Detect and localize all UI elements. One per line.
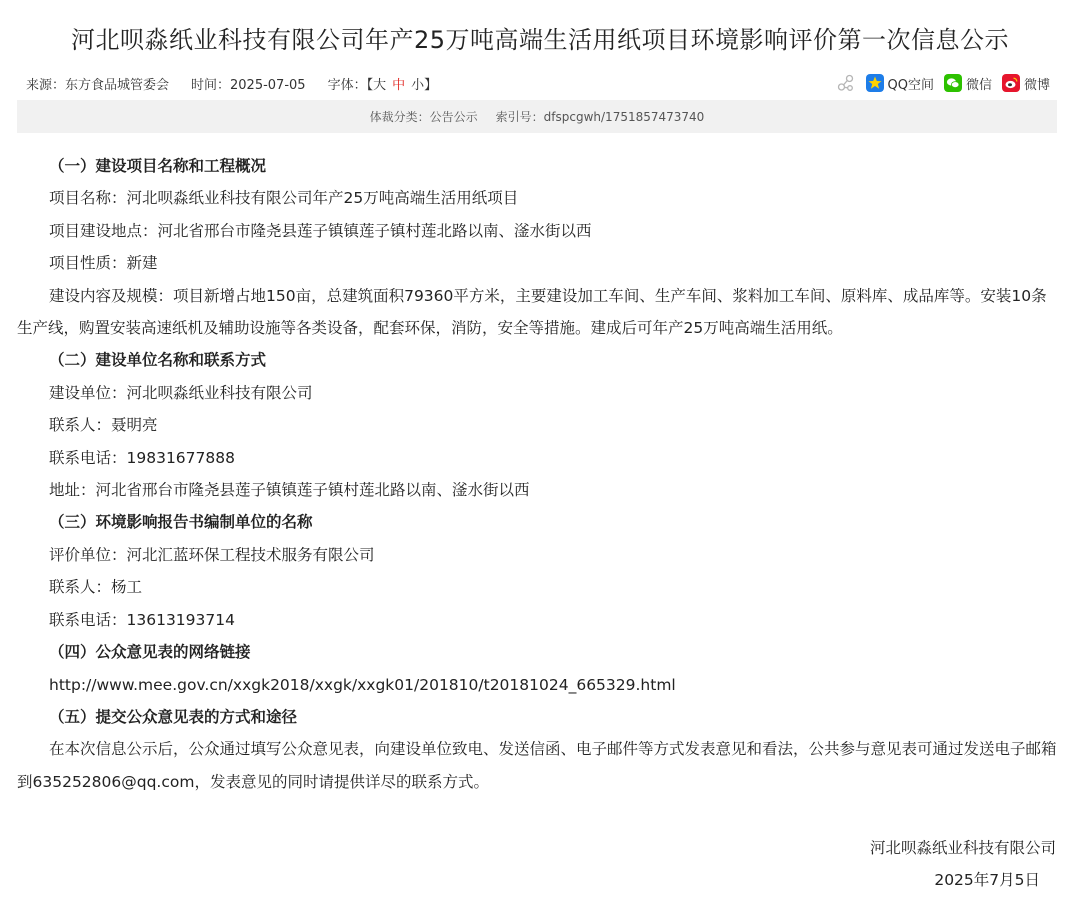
wechat-icon (944, 74, 962, 92)
share-weibo-label: 微博 (1023, 77, 1050, 93)
paragraph: 联系人：聂明亮 (49, 416, 158, 435)
publish-time: 时间：2025-07-05 (191, 77, 306, 93)
paragraph: 联系人：杨工 (49, 578, 143, 597)
paragraph: 联系电话：19831677888 (49, 448, 235, 467)
category-label: 体裁分类：公告公示 (369, 110, 478, 124)
font-medium-button[interactable]: 中 (392, 77, 406, 93)
paragraph: 在本次信息公示后，公众通过填写公众意见表，向建设单位致电、发送信函、电子邮件等方式发表意见和看法，公共参与意见表可通过发送电子邮箱到635252806@qq.com，发表意见的同时请提供详尽的联系方式。 (17, 740, 1057, 791)
info-bar (17, 100, 1057, 133)
paragraph: 评价单位：河北汇蓝环保工程技术服务有限公司 (49, 545, 375, 564)
section-heading: （三）环境影响报告书编制单位的名称 (49, 513, 313, 532)
paragraph: 项目名称：河北呗淼纸业科技有限公司年产25万吨高端生活用纸项目 (49, 189, 519, 208)
share-wechat-label: 微信 (965, 77, 992, 93)
share-bar (826, 72, 1051, 94)
source-label: 来源：东方食品城管委会 (26, 77, 170, 93)
opinion-form-link[interactable]: http://www.mee.gov.cn/xxgk2018/xxgk/xxgk01/201810/t20181024_665329.html (49, 675, 676, 694)
font-large-button[interactable]: 大 (373, 77, 387, 93)
copy-link-button[interactable] (836, 73, 856, 93)
signature-company: 河北呗淼纸业科技有限公司 (869, 839, 1056, 857)
paragraph: 项目性质：新建 (49, 254, 158, 273)
qzone-icon (866, 74, 884, 92)
section-heading: （二）建设单位名称和联系方式 (49, 351, 267, 370)
signature-date: 2025年7月5日 (934, 871, 1040, 889)
paragraph: 联系电话：13613193714 (49, 610, 235, 629)
article-body (17, 150, 1060, 798)
share-qzone-button[interactable] (866, 74, 934, 93)
paragraph: 建设单位：河北呗淼纸业科技有限公司 (49, 383, 313, 402)
share-wechat-button[interactable] (944, 74, 992, 93)
font-size-close: 】 (424, 77, 438, 93)
share-weibo-button[interactable] (1002, 74, 1050, 93)
section-heading: （一）建设项目名称和工程概况 (49, 157, 267, 175)
paragraph: 地址：河北省邢台市隆尧县莲子镇镇莲子镇村莲北路以南、滏水街以西 (49, 481, 530, 500)
weibo-icon (1002, 74, 1020, 92)
signature-block (870, 832, 1056, 896)
page-title: 河北呗淼纸业科技有限公司年产25万吨高端生活用纸项目环境影响评价第一次信息公示 (70, 26, 1010, 54)
article-meta (26, 73, 437, 93)
index-number: 索引号：dfspcgwh/1751857473740 (495, 110, 705, 124)
font-small-button[interactable]: 小 (411, 77, 425, 93)
section-heading: （四）公众意见表的网络链接 (49, 643, 251, 662)
paragraph: 项目建设地点：河北省邢台市隆尧县莲子镇镇莲子镇村莲北路以南、滏水街以西 (49, 221, 592, 240)
paragraph: 建设内容及规模：项目新增占地150亩，总建筑面积79360平方米，主要建设加工车间、生产车间、浆料加工车间、原料库、成品库等。安装10条生产线，购置安装高速纸机及辅助设施等各类设备，配套环保，消防，安全等措施。建成后可年产25万吨高端生活用纸。 (17, 286, 1047, 338)
section-heading: （五）提交公众意见表的方式和途径 (49, 707, 298, 726)
font-size-label: 字体：【 (327, 77, 374, 93)
link-icon (836, 73, 856, 93)
share-qzone-label: QQ空间 (887, 77, 934, 93)
